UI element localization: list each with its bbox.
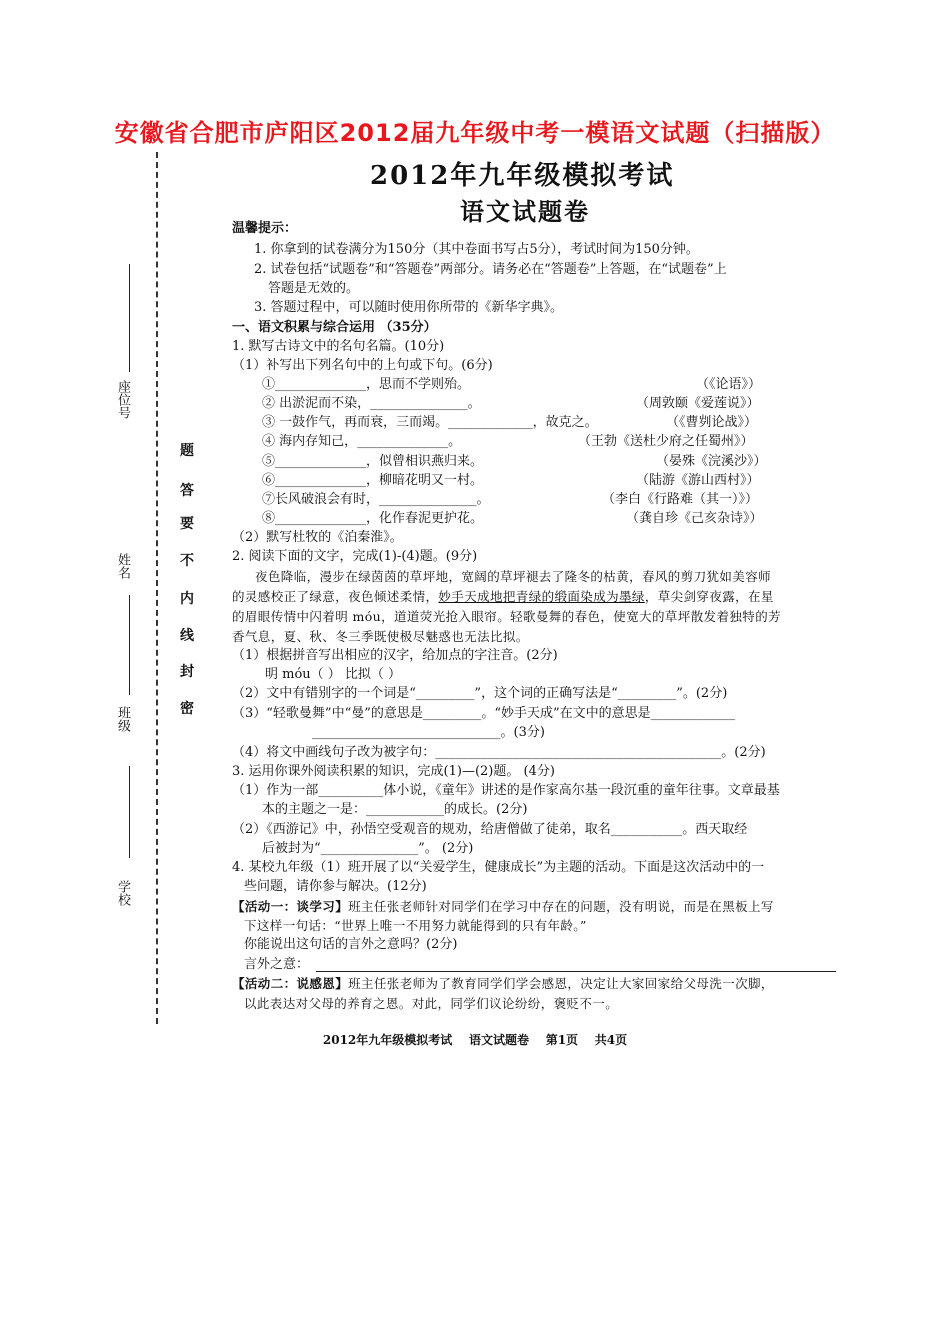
- sub-question: （1）根据拼音写出相应的汉字，给加点的字注音。(2分): [232, 648, 558, 663]
- sub-question: （1）补写出下列名句中的上句或下句。(6分): [232, 358, 493, 373]
- exam-subtitle: 语文试题卷: [460, 197, 590, 226]
- class-line: [129, 766, 130, 858]
- answer-line: [316, 971, 836, 972]
- source-citation: （《曹刿论战》）: [666, 415, 758, 430]
- source-citation: （晏殊《浣溪沙》）: [656, 454, 767, 469]
- question-stem: 3. 运用你课外阅读积累的知识，完成(1)—(2)题。 (4分): [232, 764, 555, 779]
- tip-line: 答题是无效的。: [268, 281, 360, 296]
- sub-question-answer: 明 móu（ ） 比拟（ ）: [265, 667, 402, 682]
- tip-line: 2. 试卷包括“试题卷”和“答题卷”两部分。请务必在“答题卷”上答题，在“试题卷”上: [254, 262, 727, 277]
- source-citation: （周敦颐《爱莲说》）: [636, 396, 760, 411]
- seal-char: 线: [180, 628, 194, 644]
- passage-line: 的眉眼传情中闪着明 móu，道道荧光抢入眼帘。轻歌曼舞的春色，使宽大的草坪散发着独特的芳: [232, 609, 782, 624]
- sub-question-cont: _____________________________。(3分): [312, 725, 545, 740]
- activity-one-question: 你能说出这句话的言外之意吗？(2分): [244, 937, 458, 952]
- tips-heading: 温馨提示：: [232, 221, 298, 236]
- sub-question: （4）将文中画线句子改为被字句：____________________________________________。(2分): [232, 745, 766, 760]
- question-stem: 1. 默写古诗文中的名句名篇。(10分): [232, 339, 445, 354]
- class-label: 班级: [115, 706, 130, 732]
- tip-line: 1. 你拿到的试卷满分为150分（其中卷面书写占5分），考试时间为150分钟。: [254, 242, 699, 257]
- seal-char: 题: [180, 443, 194, 459]
- seal-char: 内: [180, 591, 194, 607]
- activity-two: 【活动二：说感恩】班主任张老师为了教育同学们学会感恩，决定让大家回家给父母洗一次脚，: [232, 976, 774, 991]
- passage-line: 的灵感校正了绿意，夜色倾述柔情，妙手天成地把青绿的缎面染成为墨绿，草尖剑穿夜露，在星: [232, 589, 774, 604]
- underlined-sentence: 妙手天成地把青绿的缎面染成为墨绿: [438, 589, 645, 604]
- question-stem-cont: 些问题，请你参与解决。(12分): [244, 879, 427, 894]
- document-header: 安徽省合肥市庐阳区2012届九年级中考一模语文试题（扫描版）: [114, 119, 836, 147]
- activity-one-cont: 下这样一句话：“世界上唯一不用努力就能得到的只有年龄。”: [244, 918, 587, 933]
- activity-two-cont: 以此表达对父母的养育之恩。对此，同学们议论纷纷，褒贬不一。: [244, 996, 619, 1011]
- sub-question-cont: 后被封为“_______________”。 (2分): [262, 841, 474, 856]
- name-line: [129, 595, 130, 695]
- tip-line: 3. 答题过程中，可以随时使用你所带的《新华字典》。: [254, 300, 564, 315]
- question-stem: 4. 某校九年级（1）班开展了以“关爱学生，健康成长”为主题的活动。下面是这次活动中的一: [232, 860, 765, 875]
- sub-question: （2）文中有错别字的一个词是“_________”，这个词的正确写法是“_________”。(2分): [232, 686, 728, 701]
- passage-line: 夜色降临，漫步在绿茵茵的草坪地，宽阔的草坪褪去了隆冬的枯黄，春风的剪刀犹如美容师: [255, 569, 772, 584]
- sub-question: （2）默写杜牧的《泊秦淮》。: [232, 530, 403, 545]
- seal-char: 密: [180, 701, 194, 717]
- seal-char: 不: [180, 553, 194, 569]
- fill-blank-line: ⑤______________，似曾相识燕归来。: [262, 454, 484, 469]
- exam-title: 2012年九年级模拟考试: [370, 161, 675, 191]
- school-label: 学校: [115, 880, 130, 906]
- activity-one-answer: 言外之意：: [244, 957, 310, 972]
- seal-char: 封: [180, 664, 194, 680]
- fill-blank-line: ⑥______________，柳暗花明又一村。: [262, 473, 484, 488]
- sub-question: （3）“轻歌曼舞”中“曼”的意思是_________。“妙手天成”在文中的意思是_____________: [232, 706, 736, 721]
- seat-number-line: [129, 264, 130, 372]
- section-heading: 一、语文积累与综合运用 （35分）: [232, 320, 437, 335]
- seal-char: 要: [180, 516, 194, 532]
- fill-blank-line: ⑧______________，化作春泥更护花。: [262, 511, 484, 526]
- sub-question: （2）《西游记》中，孙悟空受观音的规劝，给唐僧做了徒弟，取名___________。西天取经: [232, 822, 748, 837]
- activity-one: 【活动一：谈学习】班主任张老师针对同学们在学习中存在的问题，没有明说，而是在黑板上写: [232, 899, 774, 914]
- sub-question: （1）作为一部__________体小说，《童年》讲述的是作家高尔基一段沉重的童年往事。文章最基: [232, 783, 780, 798]
- fill-blank-line: ⑦长风破浪会有时，_______________。: [262, 492, 490, 507]
- fill-blank-line: ④ 海内存知己，______________。: [262, 434, 462, 449]
- binding-dashed-line: [156, 152, 158, 1024]
- source-citation: （陆游《游山西村》）: [636, 473, 760, 488]
- name-label: 姓名: [115, 553, 130, 579]
- seat-number-label: 座位号: [115, 380, 130, 419]
- fill-blank-line: ③ 一鼓作气，再而衰，三而竭。_____________，故克之。: [262, 415, 598, 430]
- source-citation: （王勃《送杜少府之任蜀州》）: [578, 434, 754, 449]
- seal-char: 答: [180, 483, 194, 499]
- fill-blank-line: ①______________，思而不学则殆。: [262, 377, 471, 392]
- sub-question-cont: 本的主题之一是：____________的成长。(2分): [262, 802, 528, 817]
- fill-blank-line: ② 出淤泥而不染，_______________。: [262, 396, 481, 411]
- source-citation: （龚自珍《己亥杂诗》）: [626, 511, 763, 526]
- source-citation: （李白《行路难（其一）》）: [602, 492, 759, 507]
- question-stem: 2. 阅读下面的文字，完成(1)-(4)题。(9分): [232, 549, 478, 564]
- page-footer: 2012年九年级模拟考试 语文试题卷 第1页 共4页: [322, 1033, 628, 1047]
- source-citation: （《论语》）: [696, 377, 762, 392]
- passage-line: 香气息，夏、秋、冬三季既使极尽魅惑也无法比拟。: [232, 629, 529, 644]
